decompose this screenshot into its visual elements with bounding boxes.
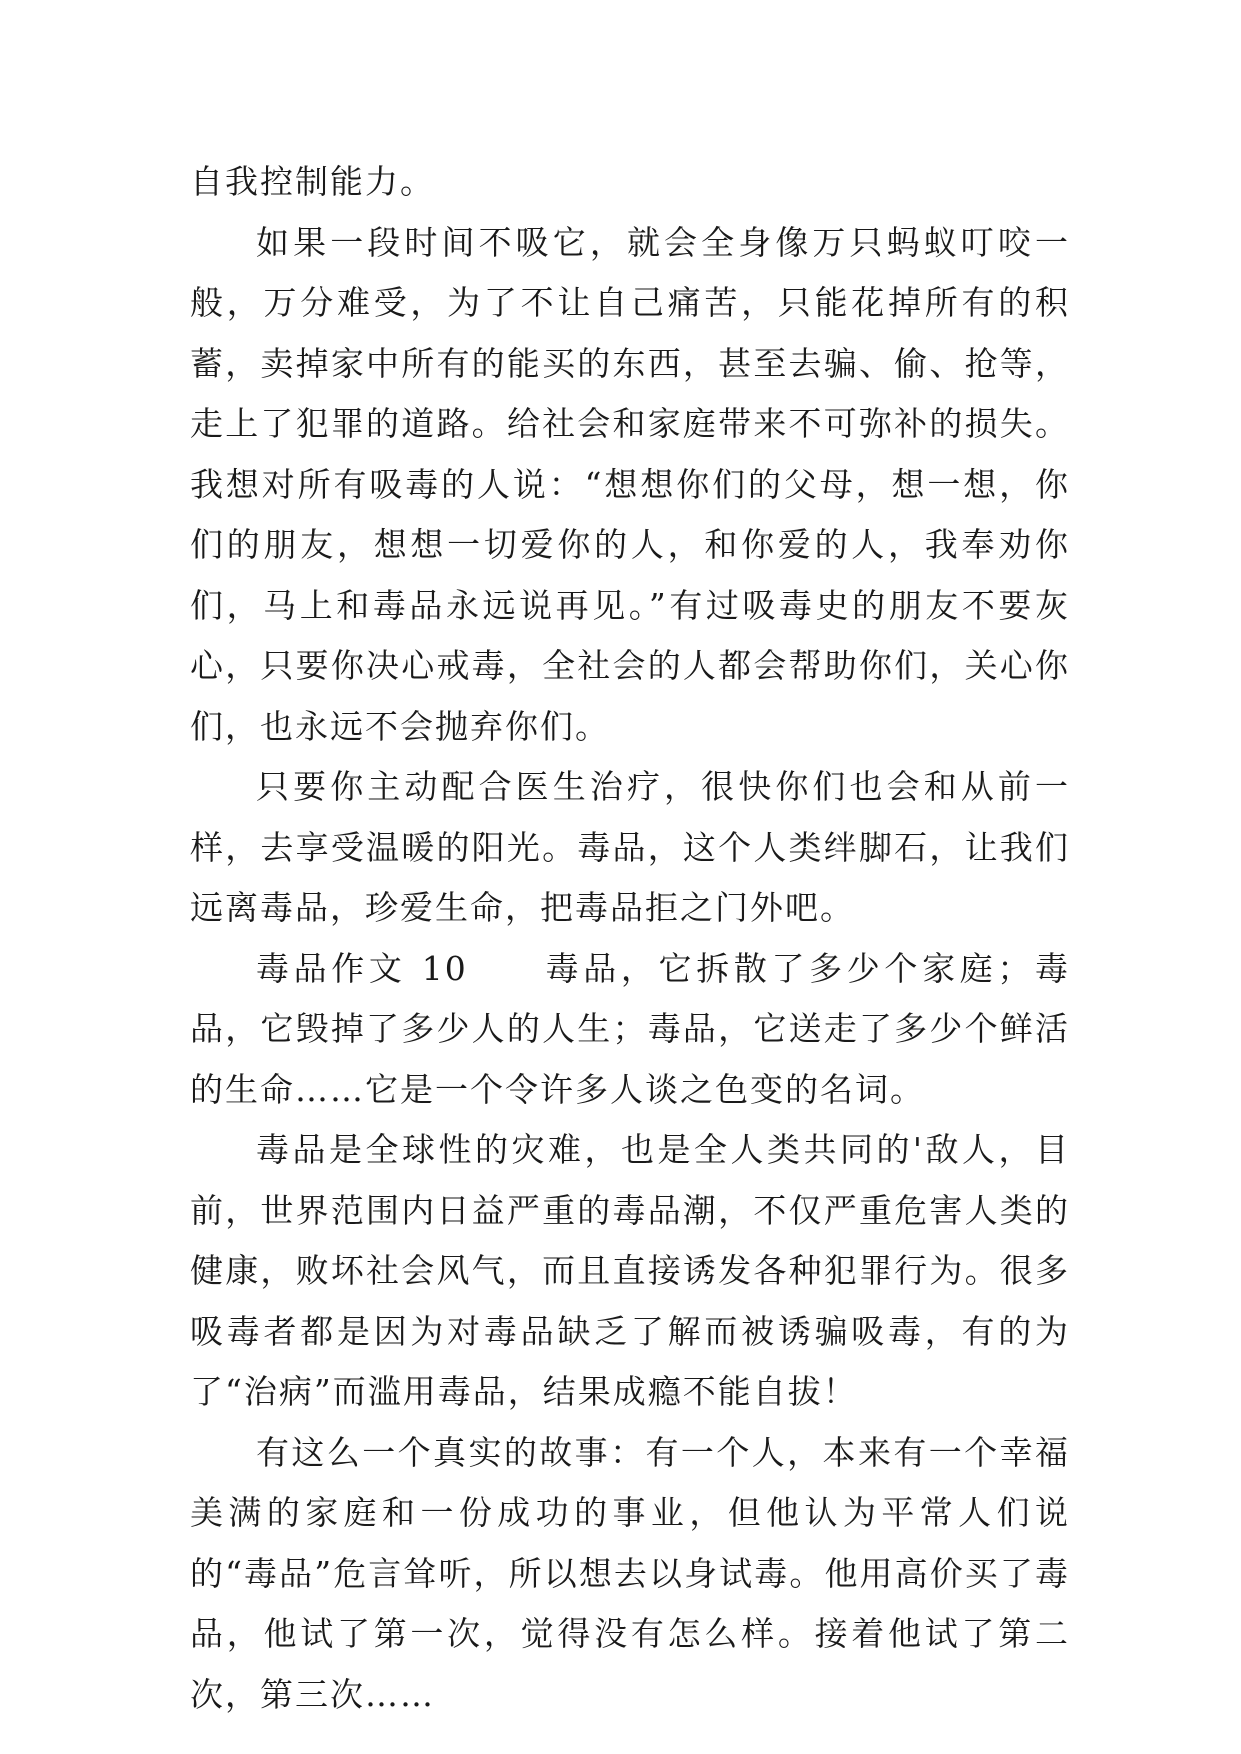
paragraph-2: 如果一段时间不吸它，就会全身像万只蚂蚁叮咬一般，万分难受，为了不让自己痛苦，只能花掉所有的积蓄，卖掉家中所有的能买的东西，甚至去骗、偷、抢等，走上了犯罪的道路。给社会和家庭带来不可弥补的损失。我想对所有吸毒的人说：“想想你们的父母，想一想，你们的朋友，想想一切爱你的人，和你爱的人，我奉劝你们，马上和毒品永远说再见。”有过吸毒史的朋友不要灰心，只要你决心戒毒，全社会的人都会帮助你们，关心你们，也永远不会抛弃你们。 [190, 222, 1070, 746]
paragraph-1: 自我控制能力。 [190, 162, 435, 201]
document-body [190, 152, 1070, 1725]
paragraph-3: 只要你主动配合医生治疗，很快你们也会和从前一样，去享受温暖的阳光。毒品，这个人类绊脚石，让我们远离毒品，珍爱生命，把毒品拒之门外吧。 [190, 767, 1070, 927]
paragraph-6: 有这么一个真实的故事：有一个人，本来有一个幸福美满的家庭和一份成功的事业，但他认为平常人们说的“毒品”危言耸听，所以想去以身试毒。他用高价买了毒品，他试了第一次，觉得没有怎么样。接着他试了第二次，第三次…… [190, 1432, 1070, 1714]
paragraph-4: 毒品作文 10 毒品，它拆散了多少个家庭；毒品，它毁掉了多少人的人生；毒品，它送走了多少个鲜活的生命……它是一个令许多人谈之色变的名词。 [190, 948, 1070, 1109]
paragraph-5: 毒品是全球性的灾难，也是全人类共同的'敌人，目前，世界范围内日益严重的毒品潮，不仅严重危害人类的健康，败坏社会风气，而且直接诱发各种犯罪行为。很多吸毒者都是因为对毒品缺乏了解而被诱骗吸毒，有的为了“治病”而滥用毒品，结果成瘾不能自拔！ [190, 1130, 1070, 1411]
